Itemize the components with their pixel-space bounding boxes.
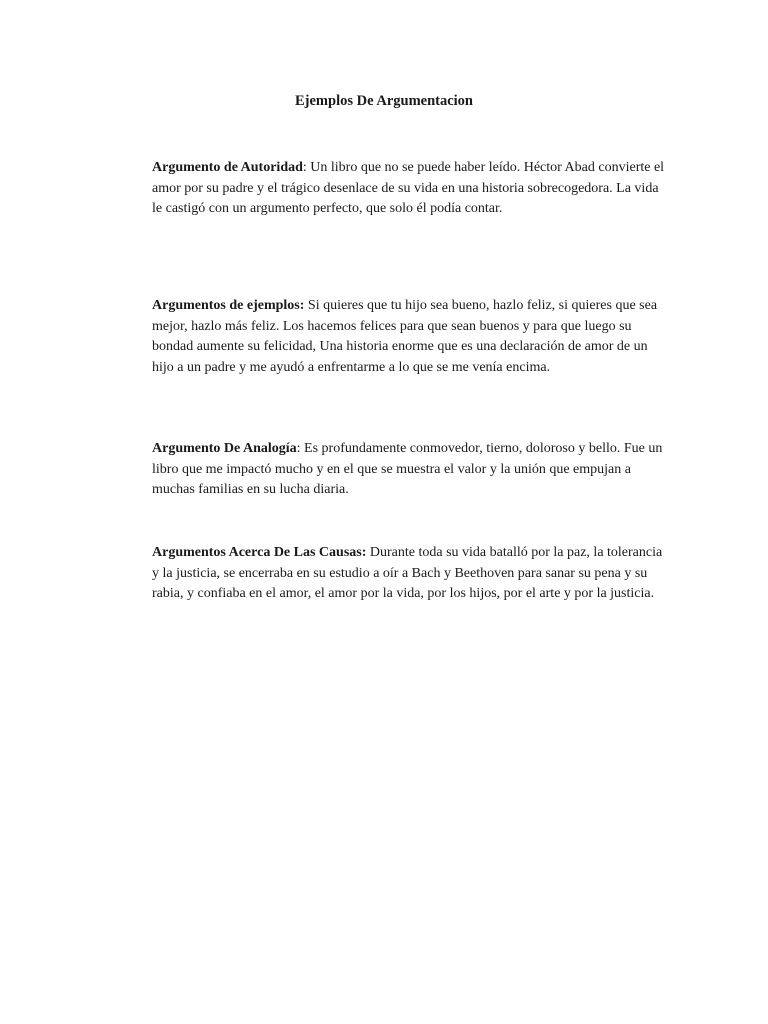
paragraph-body: : Es profundamente conmovedor, tierno, doloroso y bello. Fue un libro que me impactó mucho y en el que se muestra el valor y la unión que empujan a muchas familias en su lucha diaria.: [152, 441, 663, 497]
document-title: Ejemplos De Argumentacion: [294, 93, 473, 109]
paragraph-heading: Argumento De Analogía: [152, 441, 297, 456]
paragraph-argumentos-ejemplos: [152, 296, 672, 378]
paragraph-heading: Argumentos de ejemplos:: [152, 298, 305, 313]
paragraph-argumento-analogia: [152, 439, 672, 501]
paragraph-heading: Argumento de Autoridad: [152, 160, 303, 175]
paragraph-argumentos-causas: [152, 543, 672, 605]
paragraph-body: : Un libro que no se puede haber leído. Héctor Abad convierte el amor por su padre y el trágico desenlace de su vida en una historia sobrecogedora. La vida le castigó con un argumento perfecto, que solo él podía contar.: [152, 160, 665, 216]
paragraph-body: Si quieres que tu hijo sea bueno, hazlo feliz, si quieres que sea mejor, hazlo más feliz. Los hacemos felices para que sean buenos y para que luego su bondad aumente su felicidad, Una historia enorme que es una declaración de amor de un hijo a un padre y me ayudó a enfrentarme a lo que se me venía encima.: [152, 298, 658, 375]
paragraph-argumento-autoridad: [152, 158, 672, 220]
paragraph-body: Durante toda su vida batalló por la paz, la tolerancia y la justicia, se encerraba en su estudio a oír a Bach y Beethoven para sanar su pena y su rabia, y confiaba en el amor, el amor por la vida, por los hijos, por el arte y por la justicia.: [152, 545, 663, 601]
paragraph-heading: Argumentos Acerca De Las Causas:: [152, 545, 367, 560]
